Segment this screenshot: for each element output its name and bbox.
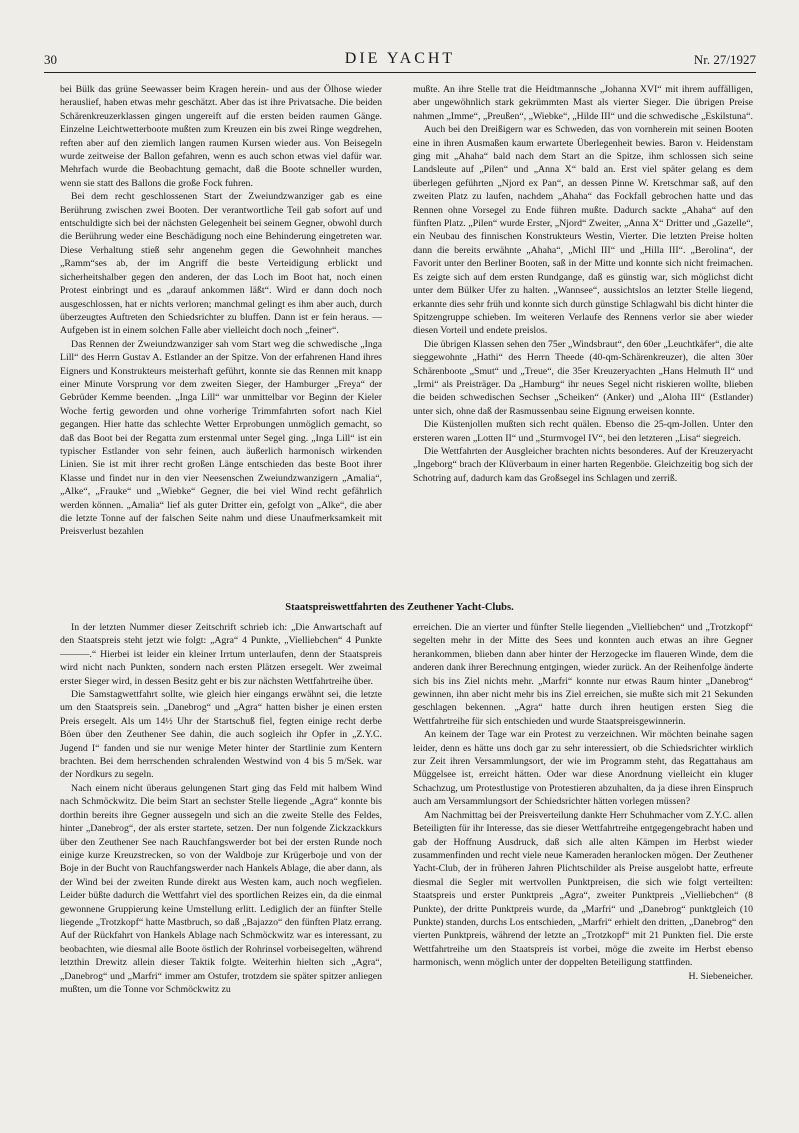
paragraph: Auch bei den Dreißigern war es Schweden, das von vornherein mit seinen Booten eine in ihren Ausmaßen kaum erwartete Überlegenheit bewies. Baron v. Heidenstam ging mit „Ahaha“ bald nach dem Start an die Spitze, ihm schlossen sich seine Landsleute auf „Pilen“ und „Anna X“ bald an. Erst viel später gelang es dem überlegen geführten „Njord ex Pan“, an dessen Pinne W. Kretschmar saß, auf den zweiten Platz zu laufen, nachdem „Ahaha“ das Fockfall gebrochen hatte und das Rennen ohne Vorsegel zu Ende führen mußte. Dadurch sackte „Ahaha“ auf den fünften Platz. „Pilen“ wurde Erster, „Njord“ Zweiter, „Anna X“ Dritter und „Gazelle“, ein Neubau des finnischen Konstrukteurs Westin, Vierter. Die letzten Preise holten dann die bereits erwähnte „Ahaha“, „Michl III“ und „Hilla III“. „Berolina“, der Favorit unter den Berliner Booten, saß in der Mitte und konnte sich nicht freimachen. Es zeigte sich auf dem ersten Rundgange, daß es günstig war, sich möglichst dicht unter dem Bülker Ufer zu halten. „Wannsee“, aussichtslos an letzter Stelle liegend, erkannte dies sehr früh und konnte sich durch günstige Schlagwahl bis dicht hinter die Spitzengruppe schieben. Im weiteren Verlaufe des Rennens verlor sie aber wieder diesen Vorteil und endete preislos. (413, 124, 753, 337)
paragraph: Bei dem recht geschlossenen Start der Zweiundzwanziger gab es eine Berührung zwischen zwei Booten. Der verantwortliche Teil gab sofort auf und entschuldigte sich bei der nächsten Gelegenheit bei seinem Gegner, obwohl durch die Berührung weder eine Beschädigung noch eine Behinderung eingetreten war. Diese Verhaltung stieß sehr angenehm gegen die Gewohnheit manches „Ramm“ses ab, der im Angriff die beste Verteidigung erblickt und sicherheitshalber gegen den anderen, der das Loch im Boot hat, noch einen Protest einbringt und es „darauf ankommen läßt“. Wird er dann doch noch ausgeschlossen, hat er nichts verloren; manchmal gelingt es ihm aber auch, durch überzeugtes Auftreten den Schiedsrichter zu bluffen. Dann ist er fein heraus. — Aufgeben ist in einem solchen Falle aber vielleicht doch noch „feiner“. (60, 191, 382, 337)
paragraph: An keinem der Tage war ein Protest zu verzeichnen. Wir möchten beinahe sagen leider, denn es hätte uns doch gar zu sehr interessiert, ob die Schiedsrichter wirklich zur Zeit ihren Versammlungsort, der wie im Programm steht, das Regattahaus am Müggelsee ist, erreicht hätten. Oder war diese Anordnung vielleicht ein kluger Schachzug, um Protestlustige von Protestieren abzuhalten, da ja diese ihren Einspruch auch am Versammlungsort der Schiedsrichter hätten vorlegen müssen? (413, 729, 753, 808)
upper-left-column (60, 83, 382, 581)
paragraph: erreichen. Die an vierter und fünfter Stelle liegenden „Vielliebchen“ und „Trotzkopf“ segelten mehr in der Mitte des Sees und konnten auch etwas an ihre Gegner herankommen, blieben dann aber hinter der Herzogecke im flaueren Winde, dem die anderen dank ihrer Berechnung entgingen, wieder zurück. An der Reihenfolge änderte sich bis ins Ziel nichts mehr. „Marfri“ konnte nur etwas Raum hinter „Danebrog“ gewinnen, ihn aber nicht mehr bis ins Ziel erreichen, sie mußte sich mit 21 Sekunden geschlagen bekennen. „Agra“ hatte durch ihren heutigen ersten Sieg die Wettfahrtreihe für sich entschieden und wurde Staatspreisgewinnerin. (413, 622, 753, 727)
paragraph: In der letzten Nummer dieser Zeitschrift schrieb ich: „Die Anwartschaft auf den Staatspreis steht jetzt wie folgt: „Agra“ 4 Punkte, „Vielliebchen“ 4 Punkte ———.“ Hierbei ist leider ein kleiner Irrtum unterlaufen, denn der Staatspreis wird nicht nach Punkten, sondern nach ersten Plätzen ersegelt. Wer zweimal erster Sieger wird, in dessen Besitz geht er bis zur nächsten Wettfahrtreihe über. (60, 622, 382, 687)
paragraph: Nach einem nicht überaus gelungenen Start ging das Feld mit halbem Wind nach Schmöckwitz. Die beim Start an sechster Stelle liegende „Agra“ konnte bis dorthin bereits ihre Gegner aussegeln und sich an die zweite Stelle des Feldes, hinter „Danebrog“, der als erster startete, setzen. Der nun folgende Zickzackkurs über den Zeuthener See nach Rauchfangswerder bot bei der ersten Runde noch einige kurze Kreuzstrecken, so von der Waldboje zur Krügerboje und von der Boje in der Bucht von Rauchfangswerder nach Hankels Ablage, die aber dann, als der Wind bei der zweiten Runde direkt aus Westen kam, auch noch wegfielen. Leider büßte dadurch die Wettfahrt viel des sportlichen Reizes ein, da die einmal gewonnene Gruppierung keine Umstellung erlitt. Lediglich der an fünfter Stelle liegende „Trotzkopf“ hatte Mastbruch, so daß „Bajazzo“ den fünften Platz errang. Auf der Rückfahrt von Hankels Ablage nach Schmöckwitz war es interessant, zu beobachten, wie diesmal alle Boote östlich der Rohrinsel vorbeisegelten, während letzthin Drewitz allein dieser Taktik folgte. Weiterhin hielten sich „Agra“, „Danebrog“ und „Marfri“ immer am Ostufer, trotzdem sie später spitzer anliegen mußten, um die Tonne vor Schmöckwitz zu (60, 782, 382, 995)
page-number: 30 (44, 52, 57, 67)
upper-right-column (413, 83, 753, 581)
paragraph: Das Rennen der Zweiundzwanziger sah vom Start weg die schwedische „Inga Lill“ des Herrn Gustav A. Estlander an der Spitze. Von der erfahrenen Hand ihres Eigners und Konstrukteurs meisterhaft geführt, konnte sie das Rennen mit knapp einer Minute Vorsprung vor dem zweiten Sieger, der Hamburger „Freya“ der Gebrüder Kemme beenden. „Inga Lill“ war unmittelbar vor Beginn der Kieler Woche fertig geworden und ohne vorherige Trimmfahrten sofort nach Kiel gegangen. Hier hatte das schlechte Wetter Erprobungen unmöglich gemacht, so daß das Boot bei der Regatta zum erstenmal unter Segel ging. „Inga Lill“ ist ein typischer Estlander von sehr feinen, auch äußerlich harmonisch wirkenden Linien. Sie ist mit ihrer recht großen Länge entschieden das beste Boot ihrer Klasse und findet nur in den vier Neesenschen Zweiundzwanzigern „Amalia“, „Alke“, „Frauke“ und „Wiebke“ Gegner, die bei viel Wind recht gefährlich werden können. „Amalia“ lief als guter Dritter ein, gefolgt von „Alke“, die aber die letzte Tonne auf der falschen Seite nahm und diese Unaufmerksamkeit mit Preisverlust bezahlen (60, 338, 382, 538)
section-heading: Staatspreiswettfahrten des Zeuthener Yacht-Clubs. (285, 602, 514, 613)
journal-title: DIE YACHT (344, 50, 456, 67)
paragraph: Die Samstagwettfahrt sollte, wie gleich hier eingangs erwähnt sei, die letzte um den Staatspreis sein. „Danebrog“ und „Agra“ hatten bisher je einen ersten Preis ersegelt. Als um 14½ Uhr der Startschuß fiel, fegten einige recht derbe Böen über den Zeuthener See dahin, die auch sogleich ihr Opfer in „Z.Y.C. Jugend I“ fanden und sie nur wenige Meter hinter der Startlinie zum Kentern brachten. Bei dem herrschenden schralenden Westwind von 4 bis 5 m/Sek. war der Nordkurs zu segeln. (60, 689, 382, 781)
paragraph: Die Wettfahrten der Ausgleicher brachten nichts besonderes. Auf der Kreuzeryacht „Ingeborg“ brach der Klüverbaum in einer harten Regenböe. Gleichzeitig bog sich der Schotring auf, dadurch kam das Großsegel ins Schlagen und zerriß. (413, 445, 753, 484)
author-signature: H. Siebeneicher. (688, 970, 753, 982)
paragraph: Die übrigen Klassen sehen den 75er „Windsbraut“, den 60er „Leuchtkäfer“, die alte sieggewohnte „Hathi“ des Herrn Theede (40-qm-Schärenkreuzer), die alten 30er Schärenboote „Smut“ und „Treue“, die 35er Kreuzeryachten „Hans Helmuth II“ und „Irmi“ als Preisträger. Da „Hamburg“ ihr neues Segel nicht riskieren wollte, blieben die beiden schwedischen Sechser „Scheiken“ (Anker) und „Aloha III“ (Estlander) unter sich, ohne daß der Rasmussenbau seine Eignung erweisen konnte. (413, 338, 753, 417)
lower-right-column (413, 621, 753, 1097)
paragraph: bei Bülk das grüne Seewasser beim Kragen herein- und aus der Ölhose wieder herauslief, haben etwas mehr geschätzt. Aber das ist ihre Privatsache. Die beiden Schärenkreuzerklassen gingen ungereift auf die ersten beiden raumen Gänge. Einzelne Leichtwetterboote mußten zum Kreuzen ein bis zwei Ringe wegdrehen, reften aber auf den ziemlich langen raumen Kursen wieder aus. Von Beisegeln wurde zeitweise der Ballon gefahren, wenn es auch schon etwas viel dafür war. Mehrfach wurde die Beobachtung gemacht, daß die Boote schneller wurden, wenn sie statt des Ballons die große Fock fuhren. (60, 84, 382, 189)
paragraph: Am Nachmittag bei der Preisverteilung dankte Herr Schuhmacher vom Z.Y.C. allen Beteiligten für ihr Interesse, das sie dieser Wettfahrtreihe entgegengebracht haben und gab der Hoffnung Ausdruck, daß sich alle alten Kämpen im Herbst wieder zusammenfinden und recht viele neue Kameraden heranlocken mögen. Der Zeuthener Yacht-Club, der in früheren Jahren Plichtschilder als Preise ausgelobt hatte, erfreute diesmal die Segler mit wertvollen Punktpreisen, die sich wie folgt verteilten: Staatspreis und erster Punktpreis „Agra“, zweiter Punktpreis „Vielliebchen“ (8 Punkte), der dritte Punktpreis wurde, da „Marfri“ und „Danebrog“ punktgleich (10 Punkte) standen, durchs Los entschieden, „Marfri“ erhielt den dritten, „Danebrog“ den vierten Punktpreis, während der letzte an „Trotzkopf“ mit 21 Punkten fiel. Die erste Wettfahrtreihe um den Staatspreis ist vorbei, möge die zweite im Herbst ebenso harmonisch, wenn möglich unter der doppelten Beteiligung stattfinden. (413, 809, 753, 969)
lower-left-column (60, 621, 382, 1097)
issue-number: Nr. 27/1927 (693, 52, 756, 67)
paragraph: Die Küstenjollen mußten sich recht quälen. Ebenso die 25-qm-Jollen. Unter den ersteren waren „Lotten II“ und „Sturmvogel IV“, bei den letzteren „Lisa“ siegreich. (413, 419, 753, 444)
page-header (44, 50, 756, 73)
paragraph: mußte. An ihre Stelle trat die Heidtmannsche „Johanna XVI“ mit ihrem auffälligen, aber ungewöhnlich stark gekrümmten Mast als vierter Sieger. Die übrigen Preise nahmen „Imme“, „Preußen“, „Wiebke“, „Hilde III“ und die schwedische „Eskilstuna“. (413, 84, 753, 122)
